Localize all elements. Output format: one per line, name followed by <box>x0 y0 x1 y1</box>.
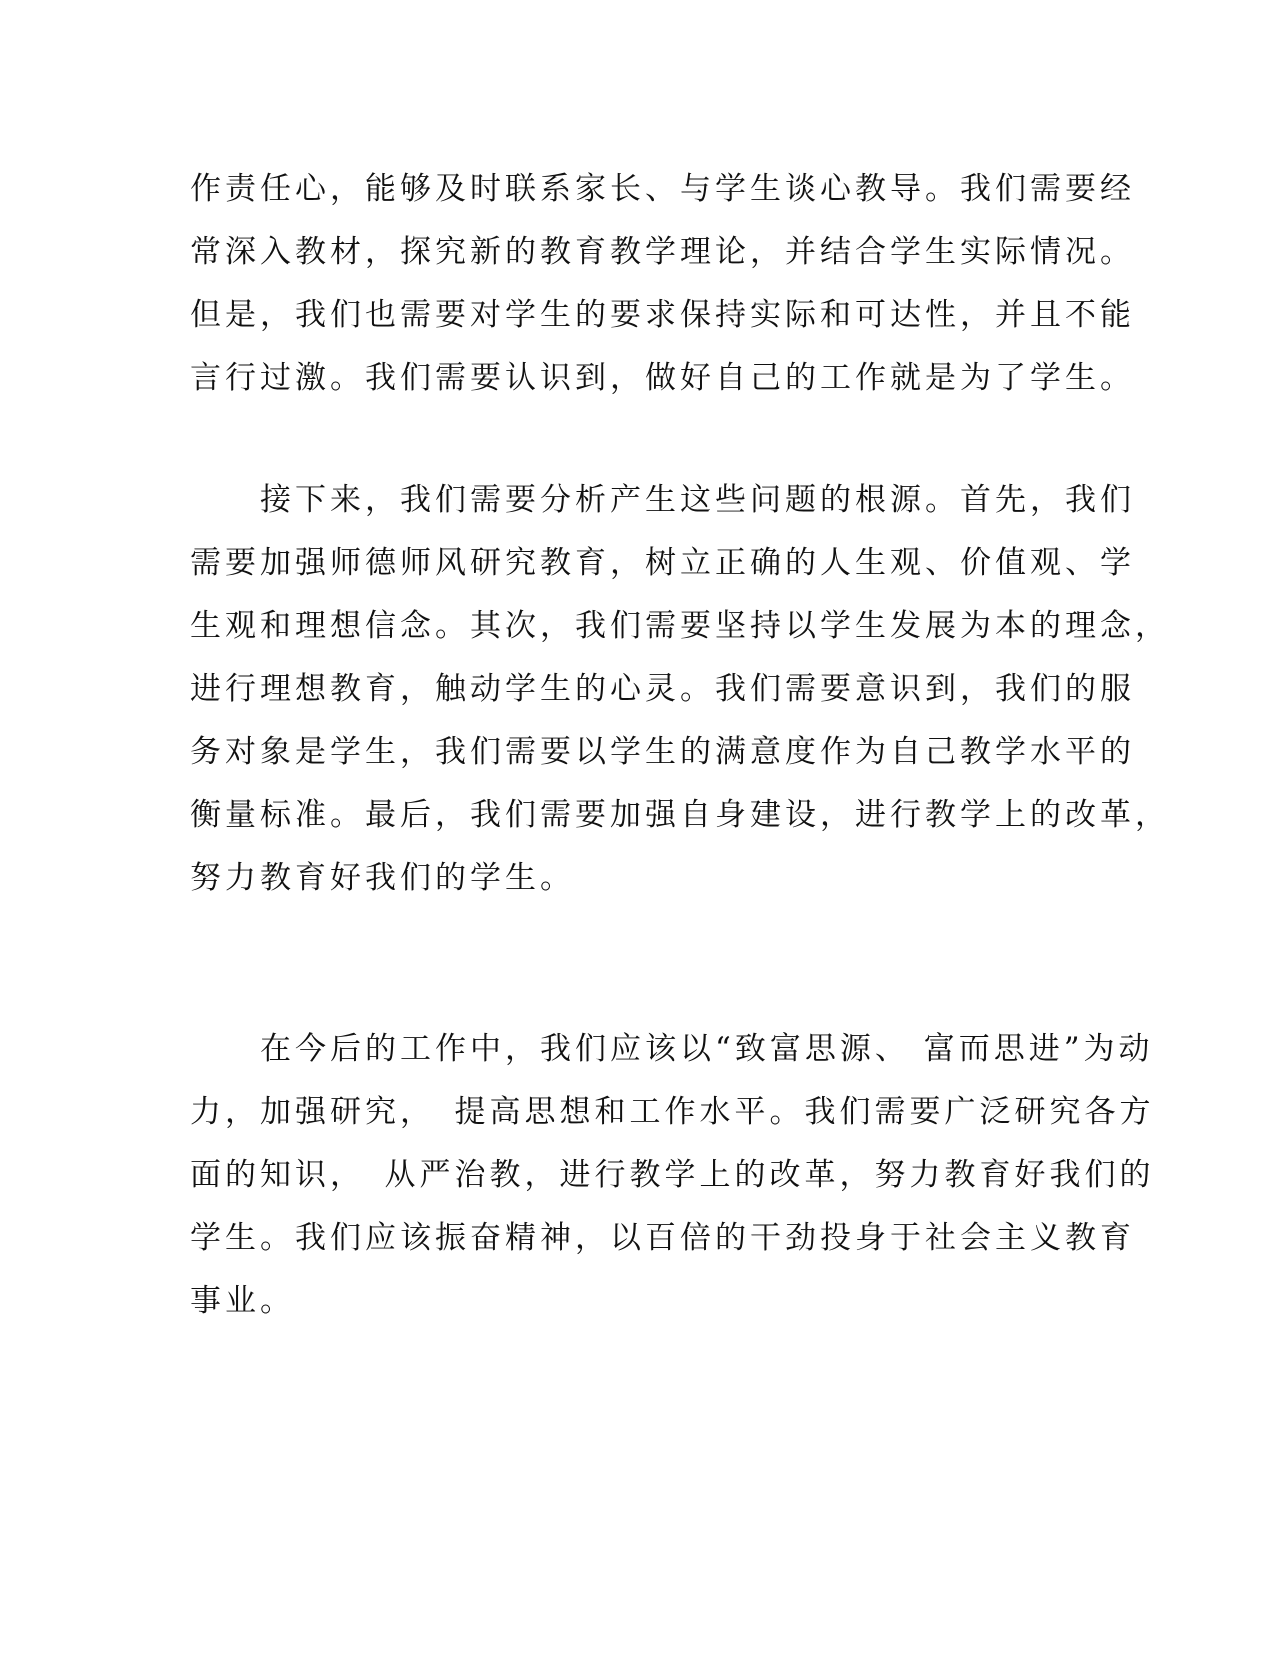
text-line: 努力教育好我们的学生。 <box>190 860 575 896</box>
paragraph-2 <box>190 469 1170 910</box>
text-line: 力，加强研究， 提高思想和工作水平。我们需要广泛研究各方 <box>190 1094 1155 1130</box>
text-line: 事业。 <box>190 1283 295 1319</box>
paragraph-1 <box>190 158 1135 410</box>
text-line: 在今后的工作中，我们应该以“致富思源、 富而思进”为动 <box>190 1031 1154 1067</box>
text-line: 常深入教材，探究新的教育教学理论，并结合学生实际情况。 <box>190 234 1135 270</box>
text-line: 衡量标准。最后，我们需要加强自身建设，进行教学上的改革， <box>190 797 1170 833</box>
text-line: 学生。我们应该振奋精神，以百倍的干劲投身于社会主义教育 <box>190 1220 1135 1256</box>
text-line: 生观和理想信念。其次，我们需要坚持以学生发展为本的理念， <box>190 608 1170 644</box>
text-line: 接下来，我们需要分析产生这些问题的根源。首先，我们 <box>190 482 1135 518</box>
text-line: 进行理想教育，触动学生的心灵。我们需要意识到，我们的服 <box>190 671 1135 707</box>
text-line: 面的知识， 从严治教，进行教学上的改革，努力教育好我们的 <box>190 1157 1155 1193</box>
text-line: 但是，我们也需要对学生的要求保持实际和可达性，并且不能 <box>190 297 1135 333</box>
text-line: 务对象是学生，我们需要以学生的满意度作为自己教学水平的 <box>190 734 1135 770</box>
text-line: 言行过激。我们需要认识到，做好自己的工作就是为了学生。 <box>190 360 1135 396</box>
text-line: 作责任心，能够及时联系家长、与学生谈心教导。我们需要经 <box>190 171 1135 207</box>
text-line: 需要加强师德师风研究教育，树立正确的人生观、价值观、学 <box>190 545 1135 581</box>
paragraph-3 <box>190 1018 1155 1333</box>
